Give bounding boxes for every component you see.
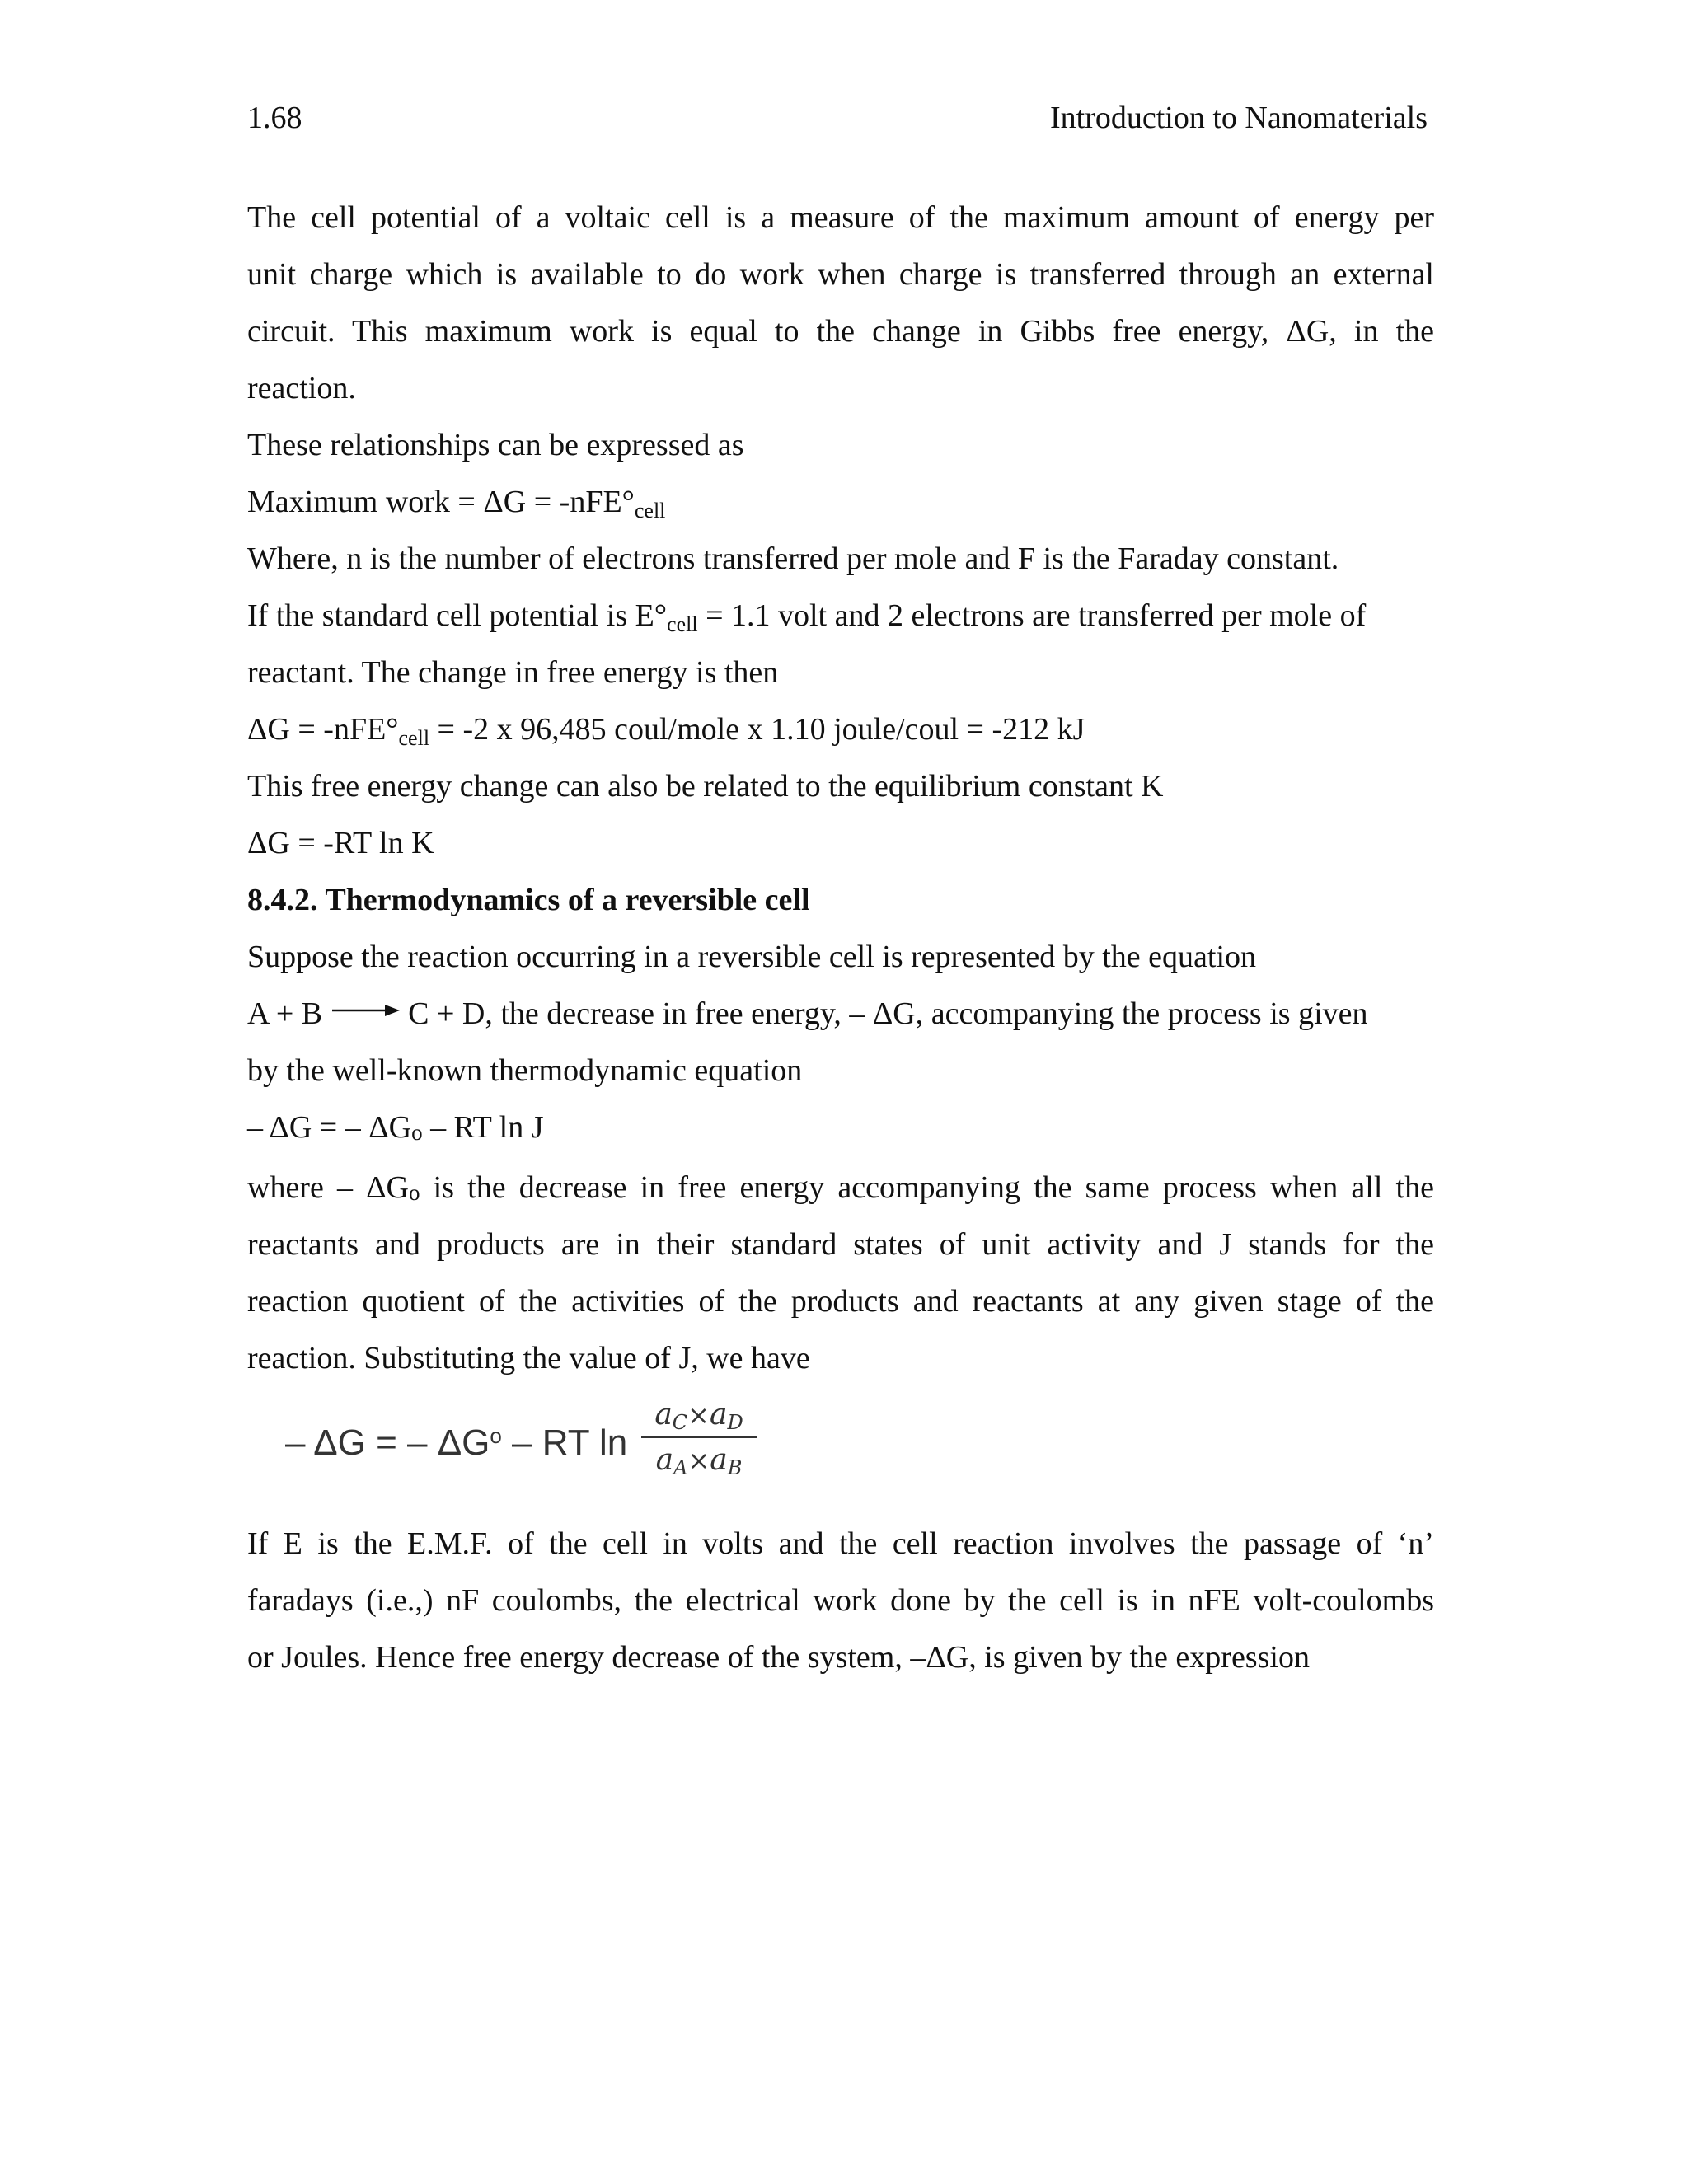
display-formula [247,1394,1434,1497]
paragraph-line: circuit. This maximum work is equal to the change in Gibbs free energy, ΔG, in the [247,314,1434,349]
running-header [247,97,1428,138]
paragraph-line: reaction. [247,371,356,405]
paragraph-line: faradays (i.e.,) nF coulombs, the electrical work done by the cell is in nFE volt-coulombs [247,1583,1434,1618]
paragraph-line: reactant. The change in free energy is then [247,655,779,690]
book-title: Introduction to Nanomaterials [1050,101,1428,135]
paragraph-line: by the well-known thermodynamic equation [247,1053,803,1088]
formula-fraction [641,1394,757,1483]
page-number: 1.68 [247,101,302,135]
paragraph-line: A + B C + D, the decrease in free energy, – ΔG, accompanying the process is given [247,996,1368,1031]
paragraph-line: If E is the E.M.F. of the cell in volts and the cell reaction involves the passage of ‘n’ [247,1526,1434,1561]
paragraph-line: reactants and products are in their standard states of unit activity and J stands for the [247,1227,1434,1262]
body-text [247,190,1434,1686]
formula-left-side: – ΔG = – $\Delta G^o$ – RT ln [285,1422,628,1463]
reaction-arrow-icon [332,1002,400,1019]
equation-equilibrium: ΔG = -RT ln K [247,826,434,860]
paragraph-line: The cell potential of a voltaic cell is a measure of the maximum amount of energy per [247,200,1434,235]
fraction-numerator: aC×aD [641,1394,757,1438]
paragraph-line: If the standard cell potential is $E^\circ_{cell} = 1.1$ volt and 2 electrons are transferred per mole of [247,598,1367,636]
section-heading: 8.4.2. Thermodynamics of a reversible cell [247,883,810,917]
equation-free-energy-value: $\Delta G = -nFE^\circ_{cell} = -2$ x 96,485 coul/mole x 1.10 joule/coul = -212 kJ [247,712,1085,750]
fraction-denominator: aA×aB [655,1443,743,1479]
paragraph-line: This free energy change can also be related to the equilibrium constant K [247,769,1164,804]
paragraph-line: These relationships can be expressed as [247,428,744,462]
paragraph-line: reaction. Substituting the value of J, we have [247,1341,810,1376]
paragraph-line: unit charge which is available to do work when charge is transferred through an external [247,257,1434,292]
paragraph-line: or Joules. Hence free energy decrease of the system, –ΔG, is given by the expression [247,1640,1310,1675]
paragraph-line: Where, n is the number of electrons transferred per mole and F is the Faraday constant. [247,541,1339,576]
paragraph-line: Suppose the reaction occurring in a reversible cell is represented by the equation [247,940,1256,974]
paragraph-line: where – ΔGo is the decrease in free energy accompanying the same process when all the [247,1170,1434,1205]
equation-thermodynamic: – ΔG = – ΔGo – RT ln J [247,1110,544,1145]
paragraph-line: reaction quotient of the activities of the products and reactants at any given stage of the [247,1284,1434,1319]
equation-max-work: Maximum work = $\Delta G = -nFE^\circ_{cell}$ [247,485,666,523]
